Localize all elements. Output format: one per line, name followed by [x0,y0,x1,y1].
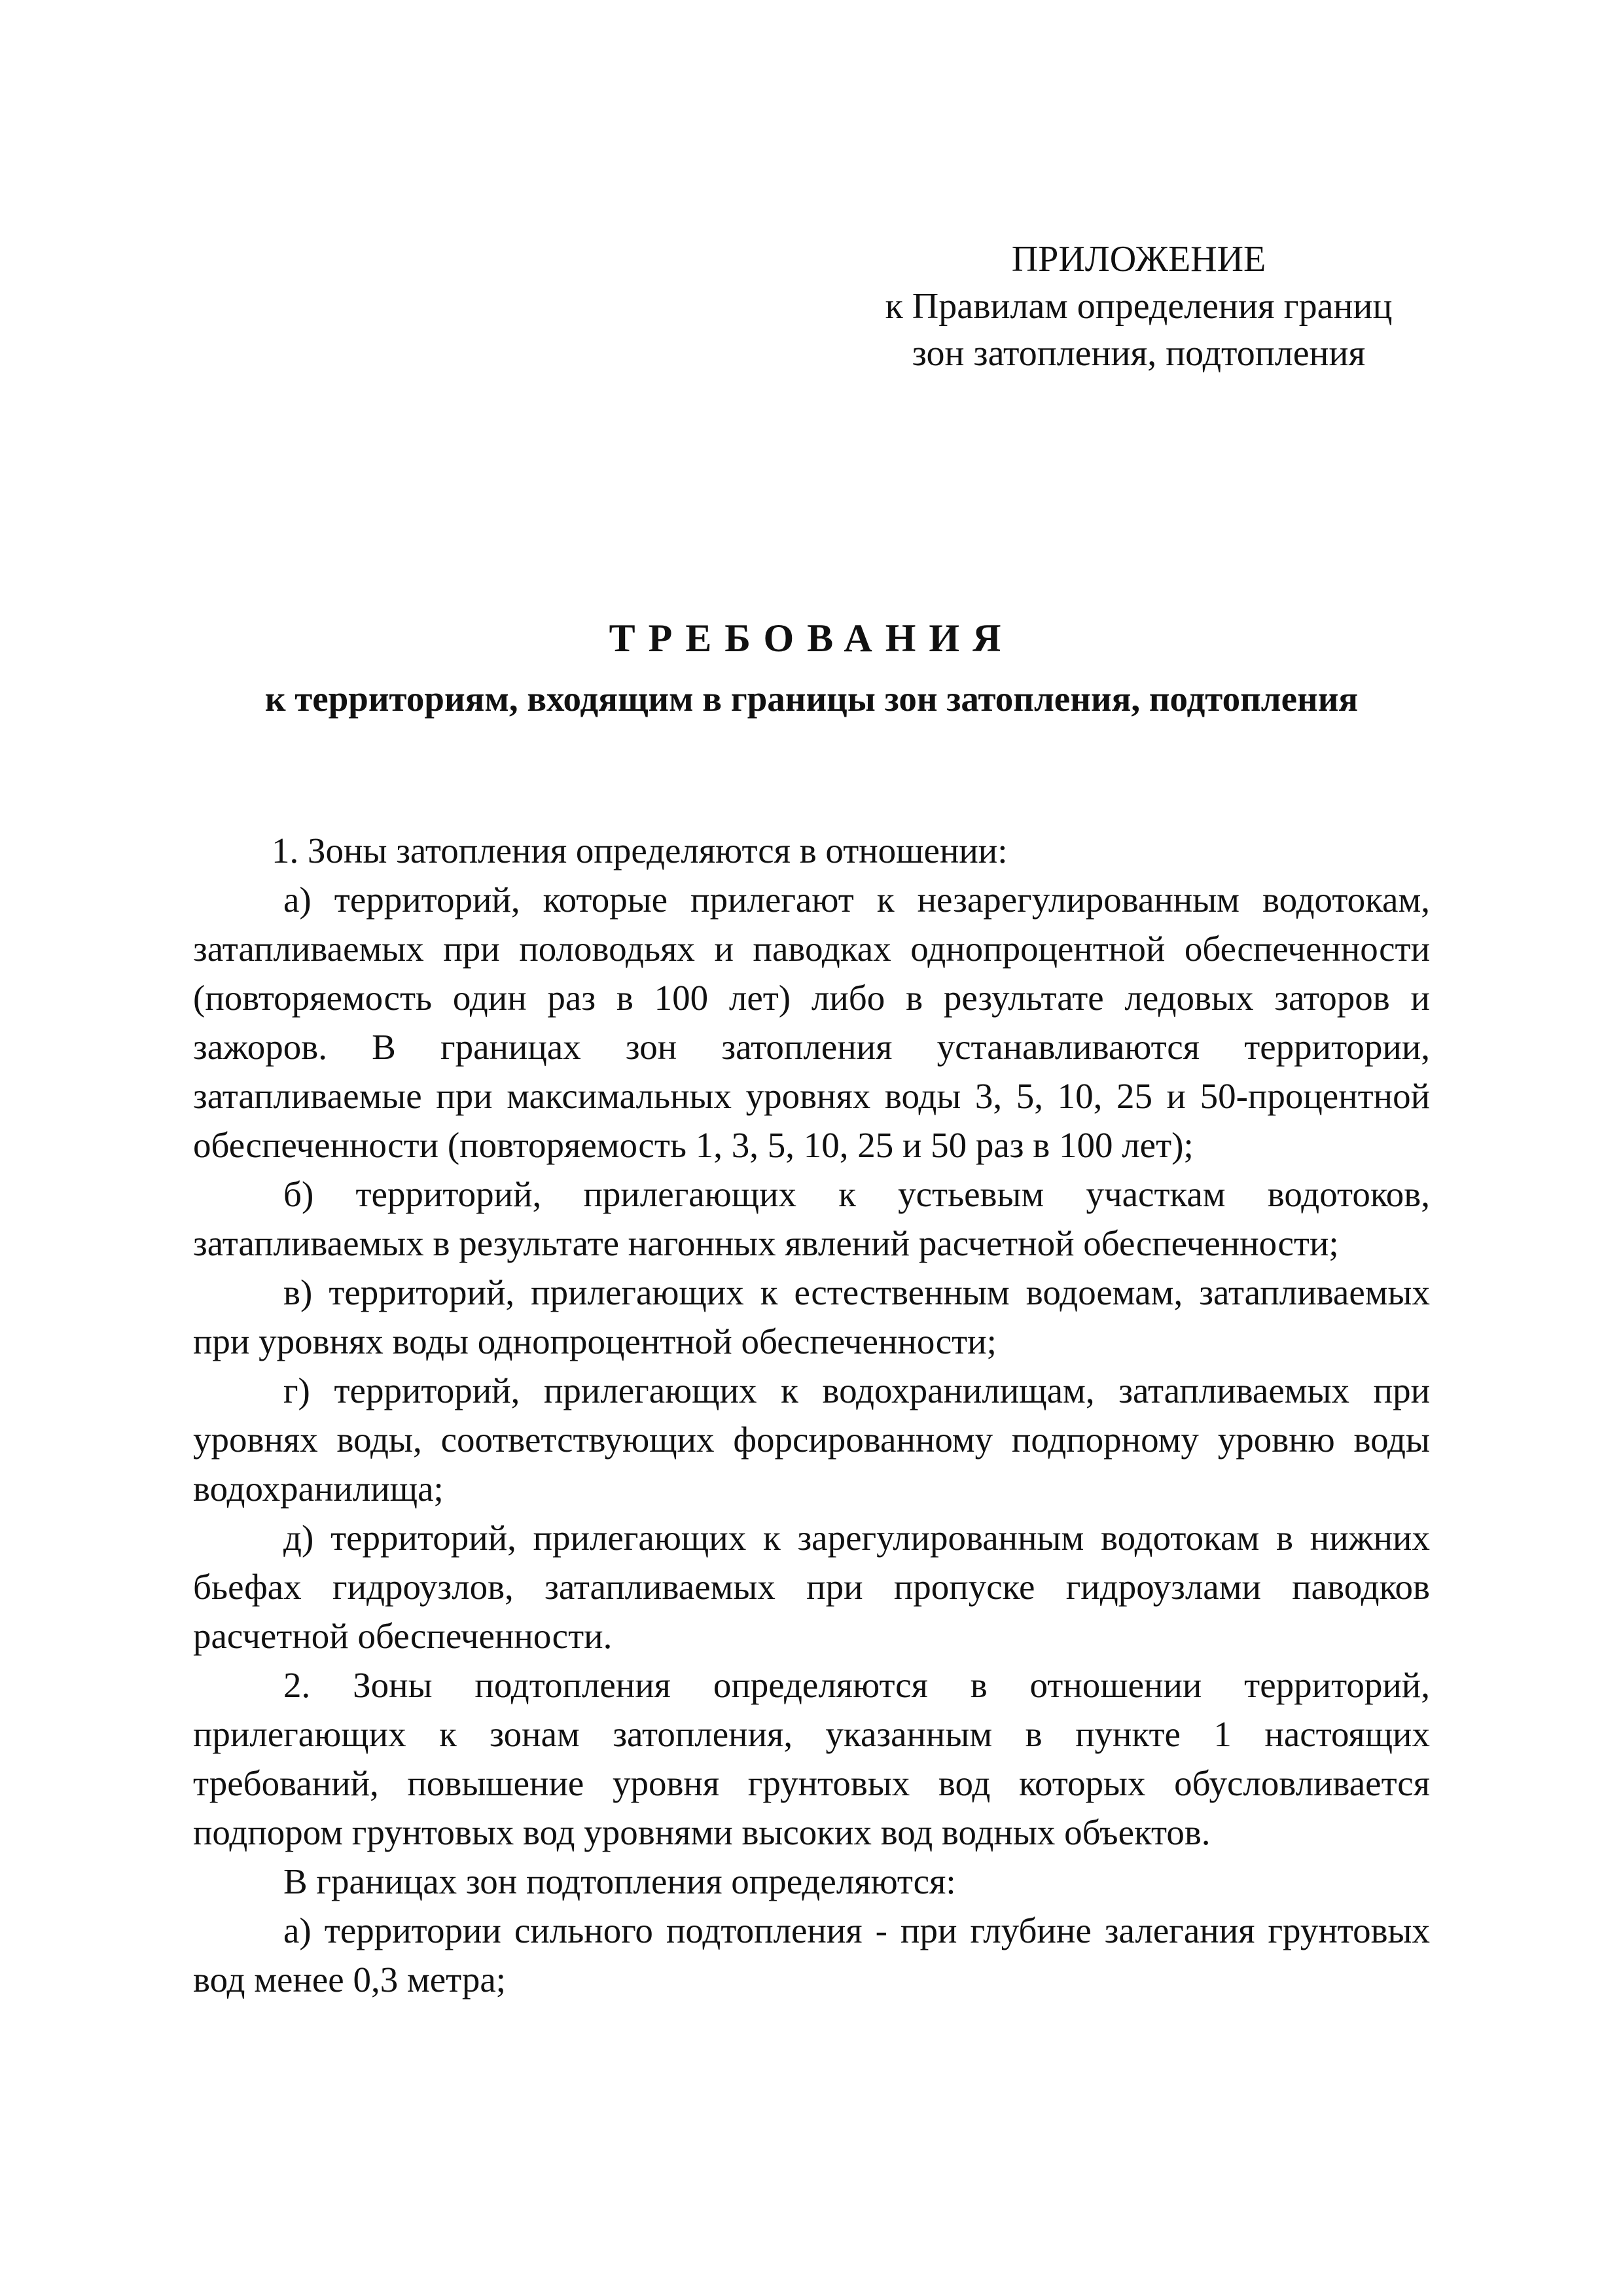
paragraph-1c: в) территорий, прилегающих к естественным водоемам, затапливаемых при уровнях воды однопроцентной обеспеченности; [193,1272,1430,1361]
appendix-heading: ПРИЛОЖЕНИЕ [1011,239,1266,279]
paragraph-1e: д) территорий, прилегающих к зарегулированным водотокам в нижних бьефах гидроузлов, затапливаемых при пропуске гидроузлами паводков расчетной обеспеченности. [193,1518,1430,1656]
appendix-block [851,236,1427,377]
paragraph-2-intro: В границах зон подтопления определяются: [283,1861,956,1901]
paragraph-1a: а) территорий, которые прилегают к незарегулированным водотокам, затапливаемых при половодьях и паводках однопроцентной обеспеченности (повторяемость один раз в 100 лет) либо в результате ледовых заторов и зажоров. В границах зон затопления устанавливаются территории, затапливаемые при максимальных уровнях воды 3, 5, 10, 25 и 50-процентной обеспеченности (повторяемость 1, 3, 5, 10, 25 и 50 раз в 100 лет); [193,880,1430,1165]
paragraph-1d: г) территорий, прилегающих к водохранилищам, затапливаемых при уровнях воды, соответствующих форсированному подпорному уровню воды водохранилища; [193,1371,1430,1509]
paragraph-1b: б) территорий, прилегающих к устьевым участкам водотоков, затапливаемых в результате нагонных явлений расчетной обеспеченности; [193,1174,1430,1263]
appendix-line-2: зон затопления, подтопления [912,333,1366,374]
appendix-line-1: к Правилам определения границ [885,286,1393,327]
paragraph-2: 2. Зоны подтопления определяются в отношении территорий, прилегающих к зонам затопления, указанным в пункте 1 настоящих требований, повышение уровня грунтовых вод которых обусловливается подпором грунтовых вод уровнями высоких вод водных объектов. [193,1665,1430,1852]
document-body [193,826,1430,2004]
document-subtitle: к территориям, входящим в границы зон затопления, подтопления [264,679,1359,719]
document-title: ТРЕБОВАНИЯ [609,617,1014,660]
paragraph-2a: а) территории сильного подтопления - при глубине залегания грунтовых вод менее 0,3 метра; [193,1910,1430,2000]
paragraph-1: 1. Зоны затопления определяются в отношении: [272,831,1008,870]
